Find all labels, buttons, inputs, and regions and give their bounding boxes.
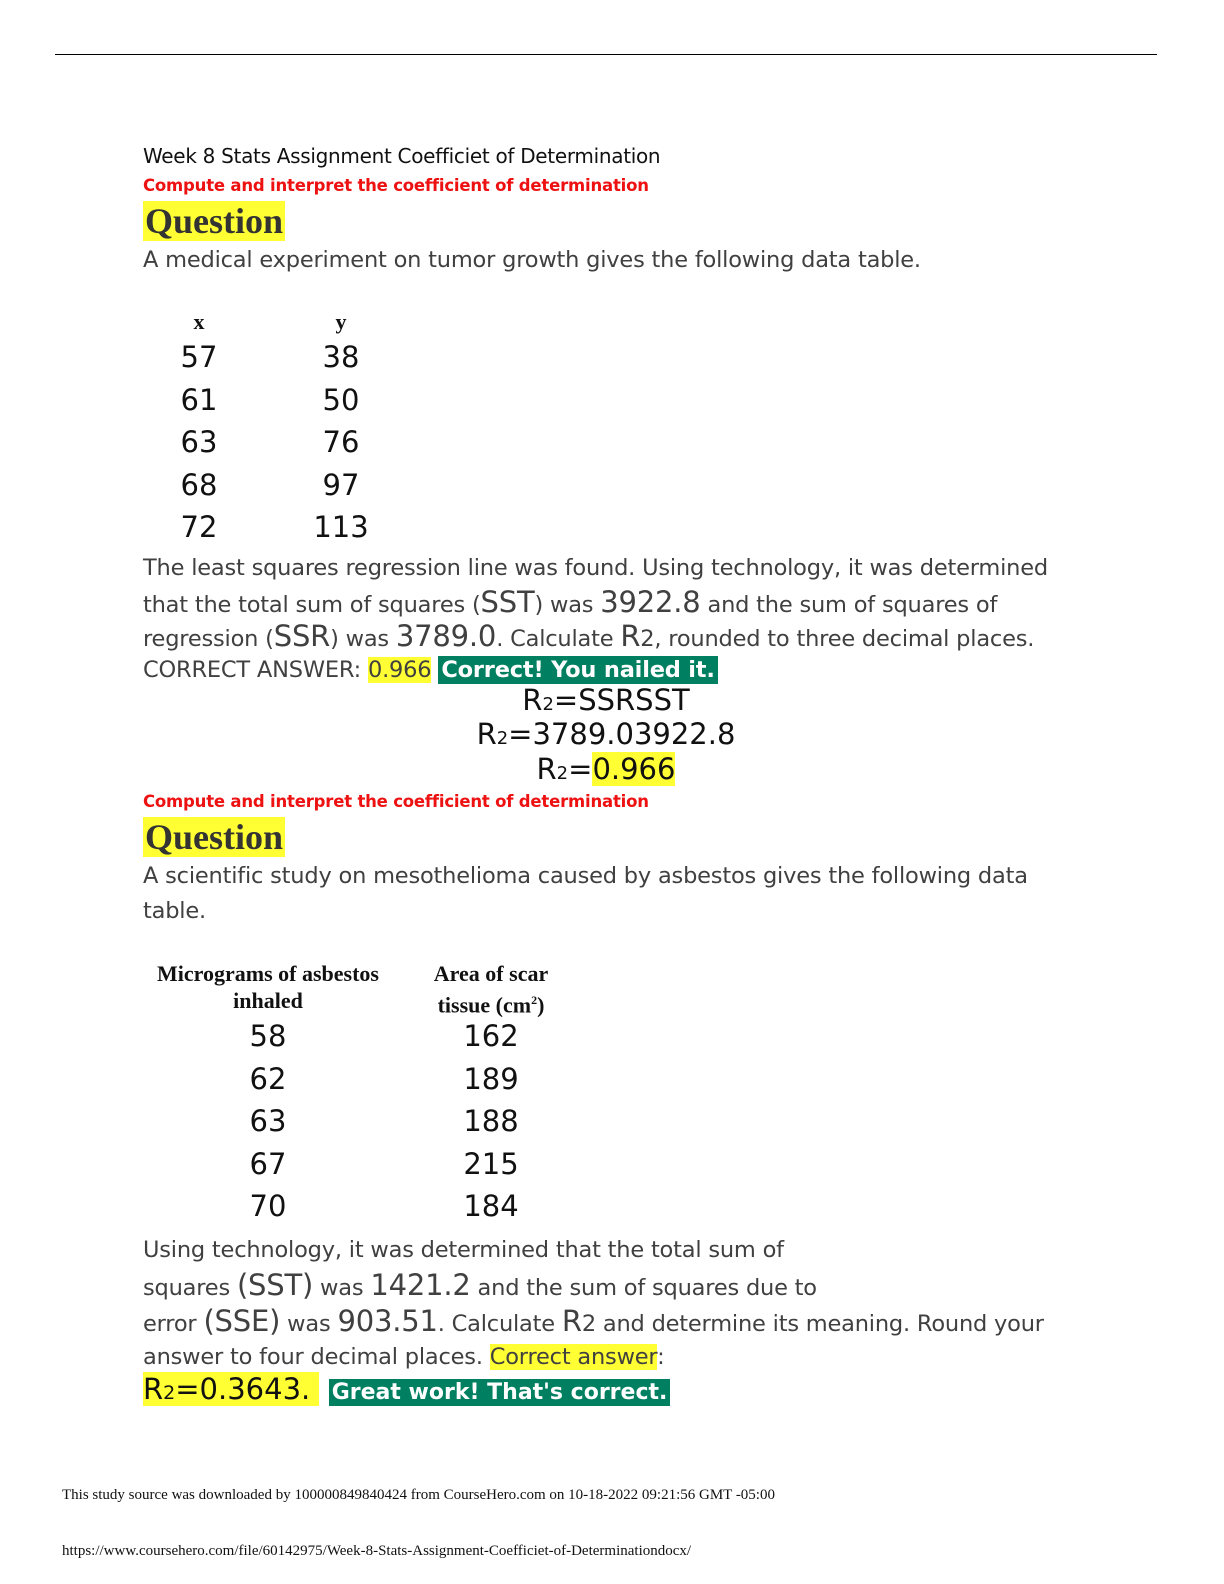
q2-subheading: Compute and interpret the coefficient of determination bbox=[143, 792, 649, 811]
document-title: Week 8 Stats Assignment Coefficiet of Determination bbox=[143, 144, 661, 168]
q1-paragraph-line-1: The least squares regression line was found. Using technology, it was determined bbox=[143, 555, 1048, 581]
q2-paragraph-line-2: squares (SST) was 1421.2 and the sum of squares due to bbox=[143, 1268, 817, 1302]
q1-col-header-x: x bbox=[193, 309, 205, 334]
table-cell: 76 bbox=[322, 425, 360, 459]
q1-col-header-y: y bbox=[335, 309, 347, 334]
sst-symbol: (SST) bbox=[236, 1268, 314, 1302]
table-cell: 38 bbox=[322, 340, 360, 374]
answer-value: R2=0.3643. bbox=[143, 1372, 319, 1406]
table-cell: 72 bbox=[180, 510, 218, 544]
table-cell: 62 bbox=[249, 1062, 287, 1096]
ssr-value: 3789.0 bbox=[395, 619, 497, 653]
q1-intro: A medical experiment on tumor growth gives the following data table. bbox=[143, 247, 921, 273]
feedback-badge: Great work! That's correct. bbox=[329, 1379, 671, 1406]
q2-intro-line-2: table. bbox=[143, 898, 206, 924]
table-cell: 189 bbox=[463, 1062, 519, 1096]
q2-intro-line-1: A scientific study on mesothelioma caused by asbestos gives the following data bbox=[143, 863, 1028, 889]
sst-symbol: SST bbox=[480, 585, 535, 619]
q1-formula-2: R2=3789.03922.8 bbox=[476, 717, 736, 751]
q2-question-heading: Question bbox=[145, 817, 284, 857]
q1-question-heading: Question bbox=[145, 201, 284, 241]
table-cell: 188 bbox=[463, 1104, 519, 1138]
source-footer: This study source was downloaded by 100000849840424 from CourseHero.com on 10-18-2022 09:21:56 GMT -05:00 bbox=[62, 1487, 775, 1503]
feedback-badge: Correct! You nailed it. bbox=[438, 656, 717, 684]
formula-result: 0.966 bbox=[592, 752, 676, 786]
q1-formula-1: R2=SSRSST bbox=[522, 683, 690, 717]
ssr-symbol: SSR bbox=[273, 619, 331, 653]
answer-label: Correct answer bbox=[489, 1344, 658, 1370]
table-cell: 70 bbox=[249, 1189, 287, 1223]
q2-paragraph-line-4: answer to four decimal places. Correct answer: bbox=[143, 1344, 665, 1370]
sst-value: 3922.8 bbox=[600, 585, 701, 619]
q2-col-header-asbestos: Micrograms of asbestos inhaled bbox=[157, 961, 379, 1013]
table-cell: 162 bbox=[463, 1019, 519, 1053]
q2-paragraph-line-1: Using technology, it was determined that the total sum of bbox=[143, 1237, 784, 1263]
q2-paragraph-line-3: error (SSE) was 903.51. Calculate R2 and determine its meaning. Round your bbox=[143, 1304, 1044, 1338]
answer-value: 0.966 bbox=[367, 657, 432, 683]
q1-paragraph-line-3: regression (SSR) was 3789.0. Calculate R2, rounded to three decimal places. bbox=[143, 619, 1035, 653]
q2-answer-line bbox=[143, 1372, 670, 1406]
q2-col-header-scar-area: Area of scar tissue $(cm^2)$ bbox=[433, 961, 549, 1018]
header-rule bbox=[55, 54, 1157, 55]
q1-answer-line bbox=[143, 653, 718, 687]
table-cell: 63 bbox=[249, 1104, 287, 1138]
table-cell: 63 bbox=[180, 425, 218, 459]
sse-symbol: (SSE) bbox=[203, 1304, 281, 1338]
answer-label: CORRECT ANSWER: bbox=[143, 657, 368, 683]
table-cell: 58 bbox=[249, 1019, 287, 1053]
table-cell: 50 bbox=[322, 383, 360, 417]
sst-value: 1421.2 bbox=[370, 1268, 471, 1302]
source-url[interactable]: https://www.coursehero.com/file/60142975/Week-8-Stats-Assignment-Coefficiet-of-Determinationdocx/ bbox=[62, 1543, 692, 1559]
q1-paragraph-line-2: that the total sum of squares (SST) was 3922.8 and the sum of squares of bbox=[143, 585, 998, 619]
table-cell: 68 bbox=[180, 468, 218, 502]
table-cell: 61 bbox=[180, 383, 218, 417]
table-cell: 184 bbox=[463, 1189, 519, 1223]
table-cell: 57 bbox=[180, 340, 218, 374]
sse-value: 903.51 bbox=[337, 1304, 438, 1338]
table-cell: 97 bbox=[322, 468, 360, 502]
q1-subheading: Compute and interpret the coefficient of determination bbox=[143, 176, 649, 195]
table-cell: 67 bbox=[249, 1147, 287, 1181]
table-cell: 113 bbox=[313, 510, 369, 544]
table-cell: 215 bbox=[463, 1147, 519, 1181]
q1-formula-3: R2=0.966 bbox=[536, 752, 676, 786]
